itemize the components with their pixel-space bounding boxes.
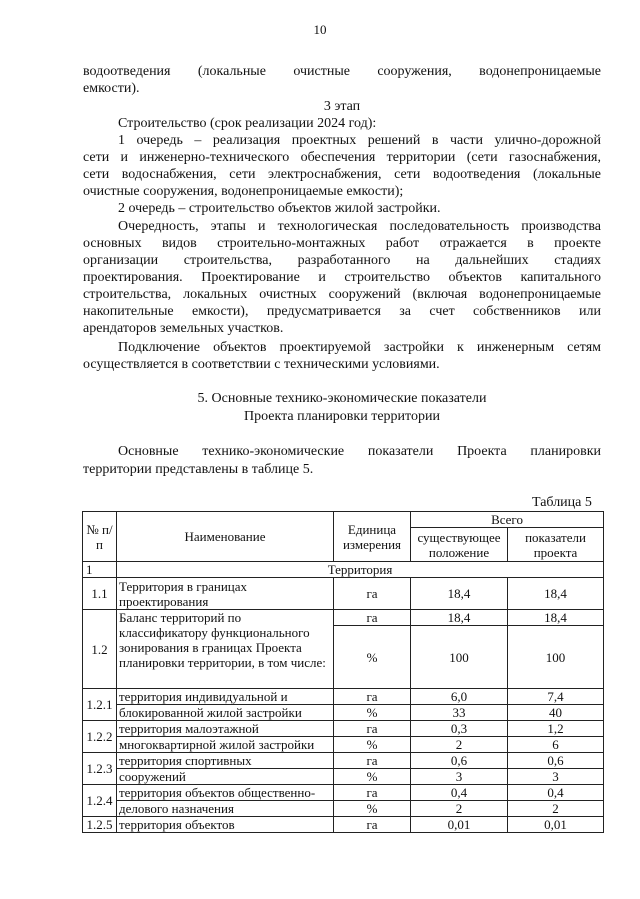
col-header-unit: Единица измерения: [334, 512, 411, 562]
cell-name: многоквартирной жилой застройки: [117, 737, 334, 753]
cell-project: 0,4: [508, 785, 604, 801]
paragraph-line: территории представлены в таблице 5.: [83, 462, 314, 477]
paragraph-line: накопительные емкости), предусматривается за счет собственников или: [83, 304, 601, 319]
paragraph-line: водоотведения (локальные очистные сооружения, водонепроницаемые: [83, 64, 601, 79]
table-caption: Таблица 5: [532, 495, 592, 510]
paragraph-line: арендаторов земельных участков.: [83, 321, 284, 336]
table-row: [83, 785, 604, 801]
cell-name: блокированной жилой застройки: [117, 705, 334, 721]
cell-name: Баланс территорий по классификатору функционального зонирования в границах Проекта планировки территории, в том числе:: [117, 610, 334, 689]
cell-existing: 0,4: [411, 785, 508, 801]
cell-existing: 0,3: [411, 721, 508, 737]
col-header-no: № п/п: [83, 512, 117, 562]
page-number: 10: [313, 22, 327, 37]
table-row: [83, 753, 604, 769]
table-row: [83, 610, 604, 626]
cell-unit: %: [334, 769, 411, 785]
table-header-row: [83, 512, 604, 528]
stage-heading: 3 этап: [323, 99, 361, 114]
cell-project: 100: [508, 626, 604, 689]
table-row: [83, 705, 604, 721]
cell-name: делового назначения: [117, 801, 334, 817]
cell-existing: 18,4: [411, 578, 508, 610]
cell-unit: га: [334, 689, 411, 705]
cell-no: 1.2: [83, 610, 117, 689]
cell-existing: 100: [411, 626, 508, 689]
paragraph-line: проектирования. Проектирование и строительство объектов капитального: [83, 270, 601, 285]
cell-name: территория малоэтажной: [117, 721, 334, 737]
col-header-project: показатели проекта: [508, 528, 604, 562]
cell-unit: га: [334, 721, 411, 737]
cell-name: сооружений: [117, 769, 334, 785]
cell-existing: 3: [411, 769, 508, 785]
cell-existing: 18,4: [411, 610, 508, 626]
cell-no: 1.2.2: [83, 721, 117, 753]
table-section-row: [83, 562, 604, 578]
table-row: [83, 801, 604, 817]
cell-name: территория объектов: [117, 817, 334, 833]
section-title: 5. Основные технико-экономические показатели: [197, 391, 487, 406]
paragraph-line: сети и инженерно-технического обеспечения территории (сети газоснабжения,: [83, 150, 601, 165]
paragraph-line: очистные сооружения, водонепроницаемые емкости);: [83, 184, 404, 199]
cell-no: 1: [83, 562, 117, 578]
cell-name: территория индивидуальной и: [117, 689, 334, 705]
cell-existing: 0,01: [411, 817, 508, 833]
cell-project: 18,4: [508, 578, 604, 610]
cell-existing: 2: [411, 801, 508, 817]
cell-unit: га: [334, 753, 411, 769]
cell-unit: %: [334, 705, 411, 721]
cell-unit: %: [334, 626, 411, 689]
paragraph-line: осуществляется в соответствии с техническими условиями.: [83, 357, 440, 372]
paragraph-line: Строительство (срок реализации 2024 год):: [118, 116, 377, 131]
paragraph-line: 2 очередь – строительство объектов жилой застройки.: [118, 201, 441, 216]
paragraph-line: 1 очередь – реализация проектных решений в части улично-дорожной: [118, 133, 601, 148]
cell-existing: 0,6: [411, 753, 508, 769]
cell-project: 40: [508, 705, 604, 721]
paragraph-line: емкости).: [83, 81, 140, 96]
table-row: [83, 721, 604, 737]
cell-unit: %: [334, 801, 411, 817]
cell-no: 1.2.5: [83, 817, 117, 833]
cell-existing: 6,0: [411, 689, 508, 705]
table-row: [83, 817, 604, 833]
cell-name: территория объектов общественно-: [117, 785, 334, 801]
col-header-total: Всего: [411, 512, 604, 528]
col-header-name: Наименование: [117, 512, 334, 562]
paragraph-line: Основные технико-экономические показатели Проекта планировки: [118, 444, 601, 459]
cell-existing: 33: [411, 705, 508, 721]
paragraph-line: основных видов строительно-монтажных работ отражается в проекте: [83, 236, 601, 251]
cell-section-title: Территория: [117, 562, 604, 578]
cell-existing: 2: [411, 737, 508, 753]
paragraph-line: Подключение объектов проектируемой застройки к инженерным сетям: [118, 340, 601, 355]
paragraph-line: организации строительства, разработанного на дальнейших стадиях: [83, 253, 601, 268]
indicators-table: [82, 511, 604, 833]
cell-project: 18,4: [508, 610, 604, 626]
cell-project: 0,01: [508, 817, 604, 833]
cell-unit: га: [334, 817, 411, 833]
table-row: [83, 689, 604, 705]
cell-no: 1.2.3: [83, 753, 117, 785]
cell-unit: га: [334, 785, 411, 801]
paragraph-line: Очередность, этапы и технологическая последовательность производства: [118, 219, 601, 234]
table-row: [83, 578, 604, 610]
cell-project: 7,4: [508, 689, 604, 705]
cell-no: 1.2.1: [83, 689, 117, 721]
cell-project: 6: [508, 737, 604, 753]
cell-name: Территория в границах проектирования: [117, 578, 334, 610]
table-row: [83, 769, 604, 785]
cell-no: 1.2.4: [83, 785, 117, 817]
cell-project: 1,2: [508, 721, 604, 737]
cell-name: территория спортивных: [117, 753, 334, 769]
cell-project: 2: [508, 801, 604, 817]
table-row: [83, 737, 604, 753]
cell-unit: га: [334, 578, 411, 610]
paragraph-line: строительства, локальных очистных сооружений (включая водонепроницаемые: [83, 287, 601, 302]
cell-unit: га: [334, 610, 411, 626]
paragraph-line: сети водоснабжения, сети электроснабжения, сети водоотведения (локальные: [83, 167, 601, 182]
cell-project: 3: [508, 769, 604, 785]
col-header-existing: существующее положение: [411, 528, 508, 562]
cell-no: 1.1: [83, 578, 117, 610]
cell-unit: %: [334, 737, 411, 753]
cell-project: 0,6: [508, 753, 604, 769]
section-title: Проекта планировки территории: [244, 409, 440, 424]
